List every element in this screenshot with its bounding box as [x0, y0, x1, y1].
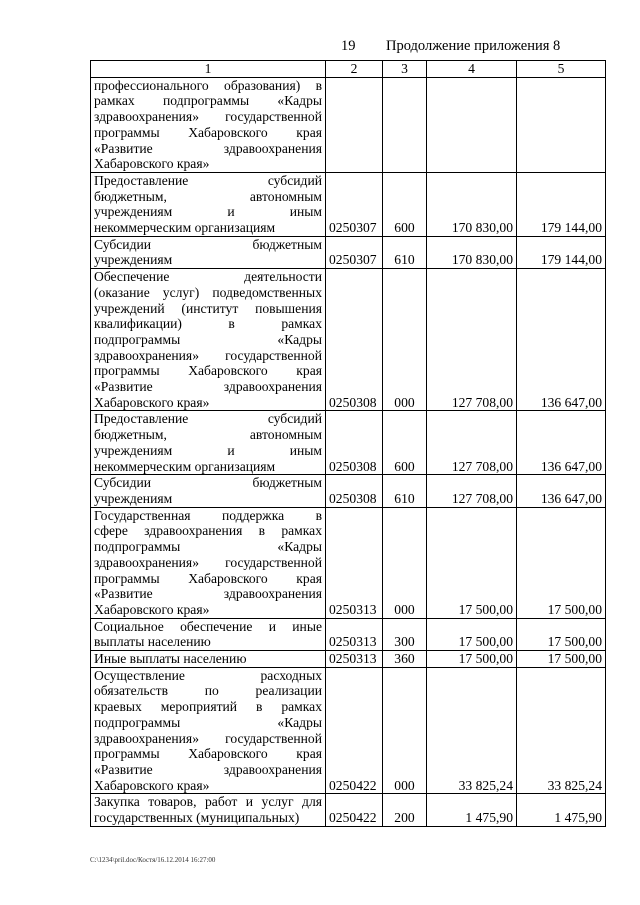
- table-row: [91, 651, 606, 668]
- description-line: Иные выплаты населению: [94, 651, 247, 667]
- description-line: Государственная поддержка в: [94, 507, 322, 523]
- target-article-code: 0250313: [326, 618, 383, 650]
- description-line: профессионального образования) в: [94, 77, 322, 93]
- amount-year-2: 179 144,00: [517, 172, 606, 236]
- amount-year-2: [517, 77, 606, 172]
- amount-year-1: 127 708,00: [427, 475, 517, 507]
- expense-type-code: [383, 77, 427, 172]
- description-line: «Развитие здравоохранения: [94, 761, 322, 777]
- table-row: [91, 411, 606, 475]
- column-header: 1: [91, 61, 326, 78]
- table-row: [91, 236, 606, 268]
- amount-year-1: [427, 77, 517, 172]
- description-line: подпрограммы «Кадры: [94, 331, 322, 347]
- description-line: Социальное обеспечение и иные: [94, 618, 322, 634]
- description-line: программы Хабаровского края: [94, 363, 322, 379]
- expense-type-code: 610: [383, 236, 427, 268]
- expense-type-code: 000: [383, 269, 427, 411]
- table-row: [91, 77, 606, 172]
- description-line: программы Хабаровского края: [94, 124, 322, 140]
- description-line: здравоохранения» государственной: [94, 347, 322, 363]
- amount-year-2: 33 825,24: [517, 667, 606, 794]
- expense-description: [91, 618, 326, 650]
- amount-year-2: 17 500,00: [517, 507, 606, 618]
- description-line: Осуществление расходных: [94, 667, 322, 683]
- budget-table: [90, 60, 606, 827]
- table-row: [91, 172, 606, 236]
- description-line: «Развитие здравоохранения: [94, 379, 322, 395]
- expense-description: [91, 794, 326, 826]
- description-line: некоммерческим организациям: [94, 458, 276, 474]
- description-line: краевых мероприятий в рамках: [94, 699, 322, 715]
- amount-year-1: 127 708,00: [427, 269, 517, 411]
- amount-year-1: 1 475,90: [427, 794, 517, 826]
- description-line: Субсидии бюджетным: [94, 475, 322, 491]
- description-line: государственных (муниципальных): [94, 810, 300, 826]
- column-header: 2: [326, 61, 383, 78]
- description-line: здравоохранения» государственной: [94, 109, 322, 125]
- expense-description: [91, 269, 326, 411]
- table-row: [91, 618, 606, 650]
- target-article-code: 0250307: [326, 172, 383, 236]
- target-article-code: 0250313: [326, 651, 383, 668]
- amount-year-2: 1 475,90: [517, 794, 606, 826]
- expense-description: [91, 667, 326, 794]
- description-line: сфере здравоохранения в рамках: [94, 523, 322, 539]
- amount-year-1: 170 830,00: [427, 172, 517, 236]
- expense-type-code: 300: [383, 618, 427, 650]
- target-article-code: 0250313: [326, 507, 383, 618]
- target-article-code: 0250307: [326, 236, 383, 268]
- description-line: рамках подпрограммы «Кадры: [94, 93, 322, 109]
- amount-year-1: 17 500,00: [427, 618, 517, 650]
- table-row: [91, 475, 606, 507]
- description-line: «Развитие здравоохранения: [94, 140, 322, 156]
- table-row: [91, 794, 606, 826]
- continuation-title: Продолжение приложения 8: [386, 38, 561, 54]
- expense-type-code: 610: [383, 475, 427, 507]
- page-number: 19: [341, 38, 356, 54]
- description-line: здравоохранения» государственной: [94, 730, 322, 746]
- description-line: учреждений (институт повышения: [94, 300, 322, 316]
- amount-year-2: 17 500,00: [517, 618, 606, 650]
- amount-year-1: 127 708,00: [427, 411, 517, 475]
- expense-type-code: 200: [383, 794, 427, 826]
- description-line: Закупка товаров, работ и услуг для: [94, 794, 322, 810]
- description-line: программы Хабаровского края: [94, 570, 322, 586]
- target-article-code: 0250308: [326, 269, 383, 411]
- description-line: Хабаровского края»: [94, 777, 210, 793]
- expense-type-code: 600: [383, 411, 427, 475]
- target-article-code: 0250422: [326, 667, 383, 794]
- page-header: [341, 38, 560, 55]
- description-line: Хабаровского края»: [94, 156, 210, 172]
- amount-year-2: 136 647,00: [517, 411, 606, 475]
- target-article-code: 0250422: [326, 794, 383, 826]
- amount-year-1: 17 500,00: [427, 507, 517, 618]
- expense-description: [91, 507, 326, 618]
- expense-type-code: 000: [383, 507, 427, 618]
- description-line: Субсидии бюджетным: [94, 236, 322, 252]
- expense-description: [91, 475, 326, 507]
- description-line: Предоставление субсидий: [94, 411, 322, 427]
- expense-type-code: 600: [383, 172, 427, 236]
- description-line: программы Хабаровского края: [94, 746, 322, 762]
- column-number-row: [91, 61, 606, 78]
- amount-year-1: 170 830,00: [427, 236, 517, 268]
- description-line: квалификации) в рамках: [94, 316, 322, 332]
- amount-year-2: 136 647,00: [517, 475, 606, 507]
- description-line: (оказание услуг) подведомственных: [94, 284, 322, 300]
- amount-year-1: 17 500,00: [427, 651, 517, 668]
- file-path-footer: C:\1234\pril.doc/Костя/16.12.2014 16:27:00: [90, 856, 216, 864]
- column-header: 5: [517, 61, 606, 78]
- description-line: Обеспечение деятельности: [94, 269, 322, 285]
- table-row: [91, 507, 606, 618]
- target-article-code: 0250308: [326, 475, 383, 507]
- expense-description: [91, 651, 326, 668]
- expense-description: [91, 172, 326, 236]
- description-line: некоммерческим организациям: [94, 220, 276, 236]
- description-line: бюджетным, автономным: [94, 427, 322, 443]
- expense-description: [91, 77, 326, 172]
- description-line: подпрограммы «Кадры: [94, 714, 322, 730]
- amount-year-2: 17 500,00: [517, 651, 606, 668]
- description-line: учреждениям и иным: [94, 204, 322, 220]
- table-body: [91, 77, 606, 826]
- amount-year-2: 179 144,00: [517, 236, 606, 268]
- description-line: «Развитие здравоохранения: [94, 586, 322, 602]
- description-line: учреждениям: [94, 490, 173, 506]
- table-row: [91, 269, 606, 411]
- description-line: здравоохранения» государственной: [94, 554, 322, 570]
- description-line: учреждениям: [94, 252, 173, 268]
- expense-type-code: 360: [383, 651, 427, 668]
- description-line: Предоставление субсидий: [94, 172, 322, 188]
- description-line: учреждениям и иным: [94, 442, 322, 458]
- table-row: [91, 667, 606, 794]
- description-line: Хабаровского края»: [94, 601, 210, 617]
- expense-description: [91, 411, 326, 475]
- description-line: бюджетным, автономным: [94, 188, 322, 204]
- column-header: 4: [427, 61, 517, 78]
- target-article-code: [326, 77, 383, 172]
- description-line: подпрограммы «Кадры: [94, 539, 322, 555]
- expense-type-code: 000: [383, 667, 427, 794]
- amount-year-1: 33 825,24: [427, 667, 517, 794]
- column-header: 3: [383, 61, 427, 78]
- description-line: Хабаровского края»: [94, 394, 210, 410]
- target-article-code: 0250308: [326, 411, 383, 475]
- description-line: выплаты населению: [94, 634, 211, 650]
- description-line: обязательств по реализации: [94, 683, 322, 699]
- amount-year-2: 136 647,00: [517, 269, 606, 411]
- expense-description: [91, 236, 326, 268]
